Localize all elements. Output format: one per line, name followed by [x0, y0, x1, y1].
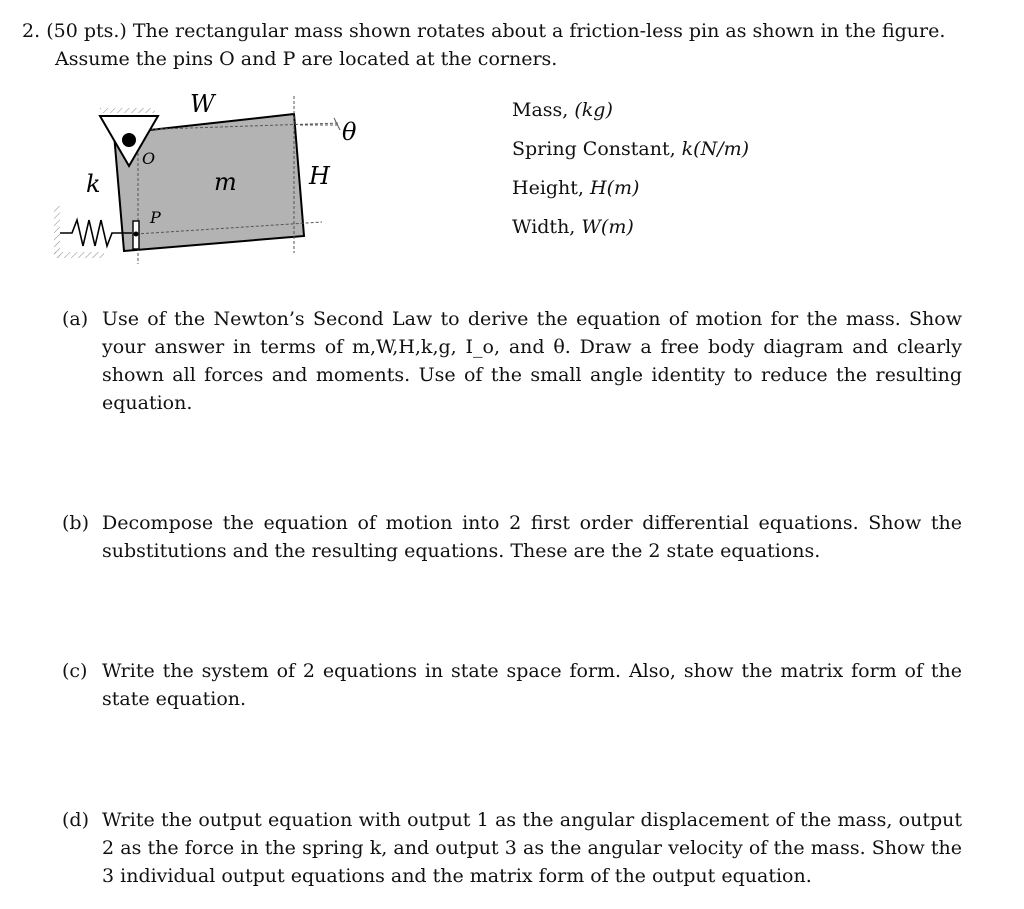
label-w: W [190, 90, 215, 118]
wall-hatch [54, 206, 60, 258]
part-c-text: Write the system of 2 equations in state space form. Also, show the matrix form of the state equation. [102, 660, 962, 710]
label-m: m [214, 168, 237, 196]
param-width-unit: W(m) [581, 216, 634, 238]
part-b-text: Decompose the equation of motion into 2 first order differential equations. Show the substitutions and the resulting equations. These are the 2 state equations. [102, 512, 962, 562]
part-d [62, 806, 962, 890]
part-c [62, 657, 962, 713]
label-o: O [142, 149, 156, 168]
dash-theta-ref [334, 118, 340, 130]
param-height-name: Height, [512, 177, 584, 199]
wall-hatch-bottom [54, 252, 104, 258]
pin-p [134, 232, 139, 237]
problem-number: 2. [22, 20, 41, 42]
part-d-label: (d) [62, 809, 89, 831]
part-a-text: Use of the Newton’s Second Law to derive the equation of motion for the mass. Show your answer in terms of m,W,H,k,g, I_o, and θ. Draw a free body diagram and clearly shown all forces and moments. Use of the small angle identity to reduce the resulting equation. [102, 308, 962, 414]
part-a-label: (a) [62, 308, 89, 330]
problem-intro-line1 [22, 17, 945, 45]
param-width [512, 213, 812, 252]
label-p: P [150, 208, 161, 227]
label-theta: θ [342, 118, 357, 146]
part-b [62, 509, 962, 565]
part-b-label: (b) [62, 512, 89, 534]
param-width-name: Width, [512, 216, 576, 238]
param-height-unit: H(m) [590, 177, 640, 199]
part-c-label: (c) [62, 660, 88, 682]
part-d-text: Write the output equation with output 1 as the angular displacement of the mass, output 2 as the force in the spring k, and output 3 as the angular velocity of the mass. Show the 3 individual output equations and the matrix form of the output equation. [102, 809, 962, 887]
problem-intro-text-1: (50 pts.) The rectangular mass shown rotates about a friction-less pin as shown in the figure. [46, 20, 946, 42]
label-k: k [86, 170, 101, 198]
param-mass [512, 96, 812, 135]
pin-o [122, 133, 136, 147]
param-spring-name: Spring Constant, [512, 138, 676, 160]
param-spring-unit: k(N/m) [681, 138, 750, 160]
parameter-list [512, 96, 812, 252]
param-mass-name: Mass, [512, 99, 569, 121]
rotating-mass-figure [50, 88, 370, 268]
problem-intro-line2: Assume the pins O and P are located at the corners. [55, 48, 558, 70]
param-height [512, 174, 812, 213]
param-mass-unit: (kg) [574, 99, 613, 121]
part-a [62, 305, 962, 417]
label-h: H [309, 162, 330, 190]
param-spring [512, 135, 812, 174]
ceiling-hatch [100, 108, 155, 113]
